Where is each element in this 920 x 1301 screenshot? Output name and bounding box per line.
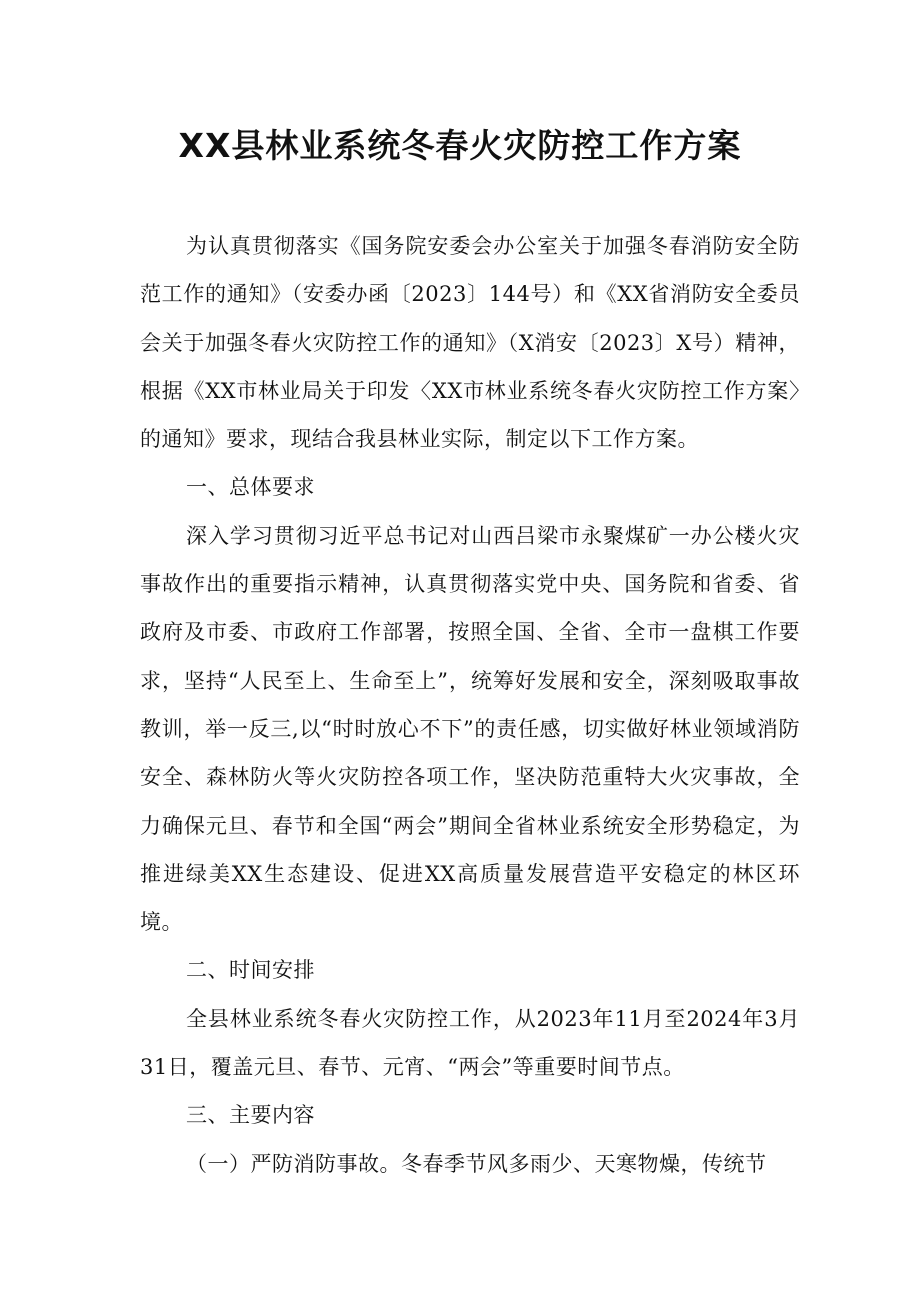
document-title: XX县林业系统冬春火灾防控工作方案 [178, 126, 742, 165]
section-heading-schedule: 二、时间安排 [186, 958, 315, 983]
general-requirements-paragraph: 深入学习贯彻习近平总书记对山西吕梁市永聚煤矿一办公楼火灾事故作出的重要指示精神，认真贯彻落实党中央、国务院和省委、省政府及市委、市政府工作部署，按照全国、全省、全市一盘棋工作要求，坚持“人民至上、生命至上”，统筹好发展和安全，深刻吸取事故教训，举一反三,以“时时放心不下”的责任感，切实做好林业领域消防安全、森林防火等火灾防控各项工作，坚决防范重特大火灾事故，全力确保元旦、春节和全国“两会”期间全省林业系统安全形势稳定，为推进绿美XX生态建设、促进XX高质量发展营造平安稳定的林区环境。 [140, 523, 800, 935]
document-body [140, 222, 800, 1188]
schedule-paragraph: 全县林业系统冬春火灾防控工作，从2023年11月至2024年3月31日，覆盖元旦、春节、元宵、“两会”等重要时间节点。 [140, 1006, 800, 1080]
section-heading-general-requirements: 一、总体要求 [186, 475, 315, 500]
intro-paragraph: 为认真贯彻落实《国务院安委会办公室关于加强冬春消防安全防范工作的通知》（安委办函〔2023〕144号）和《XX省消防安全委员会关于加强冬春火灾防控工作的通知》（X消安〔2023〕X号）精神，根据《XX市林业局关于印发〈XX市林业系统冬春火灾防控工作方案〉的通知》要求，现结合我县林业实际，制定以下工作方案。 [140, 234, 800, 452]
section-heading-main-content: 三、主要内容 [186, 1103, 315, 1128]
main-content-paragraph: （一）严防消防事故。冬春季节风多雨少、天寒物燥，传统节 [186, 1151, 767, 1176]
